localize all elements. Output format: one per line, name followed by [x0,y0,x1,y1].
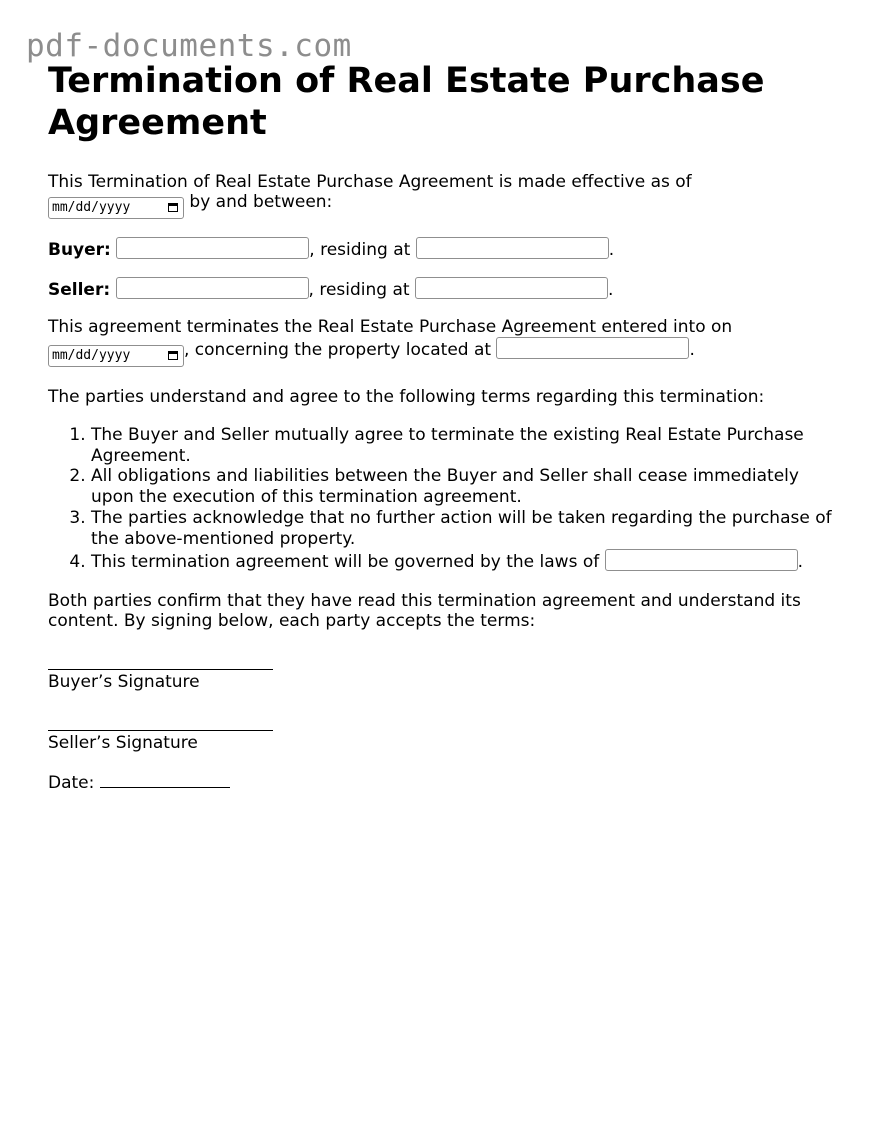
buyer-signature-label: Buyer’s Signature [48,671,200,692]
buyer-row-end: . [608,240,615,260]
terminates-text-middle: , concerning the property located at [184,340,492,360]
buyer-row [48,237,838,259]
seller-row-end: . [607,280,614,300]
seller-signature-line[interactable] [48,718,273,731]
terminates-text: This agreement terminates the Real Estate Purchase Agreement entered into on [48,317,733,337]
original-agreement-date-input[interactable] [48,345,184,367]
intro-paragraph [48,172,838,219]
seller-name-input[interactable] [116,277,309,299]
intro-text: This Termination of Real Estate Purchase Agreement is made effective as of [48,172,692,192]
term-item: 1. The Buyer and Seller mutually agree to terminate the existing Real Estate Purchase Agreement. [91,425,838,466]
term-item [91,549,838,573]
buyer-label: Buyer: [48,240,111,260]
seller-signature-label: Seller’s Signature [48,732,198,753]
term-item: 3. The parties acknowledge that no further action will be taken regarding the purchase of the above-mentioned property. [91,508,838,549]
term-item: 2. All obligations and liabilities between the Buyer and Seller shall cease immediately upon the execution of this termination agreement. [91,466,838,507]
calendar-icon[interactable] [168,351,178,360]
document-title: Termination of Real Estate Purchase Agreement [48,61,765,143]
watermark: pdf-documents.com [26,28,352,64]
effective-date-input[interactable] [48,197,184,219]
governing-law-input[interactable] [605,549,798,571]
original-date-placeholder: mm/dd/yyyy [52,348,131,363]
document [48,60,838,793]
signature-date-row [48,771,838,793]
seller-residing-text: , residing at [308,280,410,300]
date-label: Date: [48,772,95,793]
term-4-text: This termination agreement will be governed by the laws of [91,552,600,573]
date-blank-line[interactable] [100,771,230,788]
confirm-paragraph: Both parties confirm that they have read this termination agreement and understand its content. By signing below, each party accepts the terms: [48,590,801,631]
property-address-input[interactable] [496,337,689,359]
terms-list [48,425,838,573]
terminates-end: . [689,340,695,360]
buyer-name-input[interactable] [116,237,309,259]
seller-label: Seller: [48,280,111,300]
buyer-address-input[interactable] [416,237,609,259]
term-4-end: . [797,552,804,573]
terminates-paragraph [48,317,838,367]
understand-paragraph: The parties understand and agree to the following terms regarding this termination: [48,387,765,407]
buyer-signature-line[interactable] [48,657,273,670]
calendar-icon[interactable] [168,203,178,212]
intro-text-after: by and between: [189,192,333,212]
buyer-residing-text: , residing at [309,240,411,260]
effective-date-placeholder: mm/dd/yyyy [52,200,131,215]
seller-address-input[interactable] [415,277,608,299]
seller-row [48,277,838,299]
